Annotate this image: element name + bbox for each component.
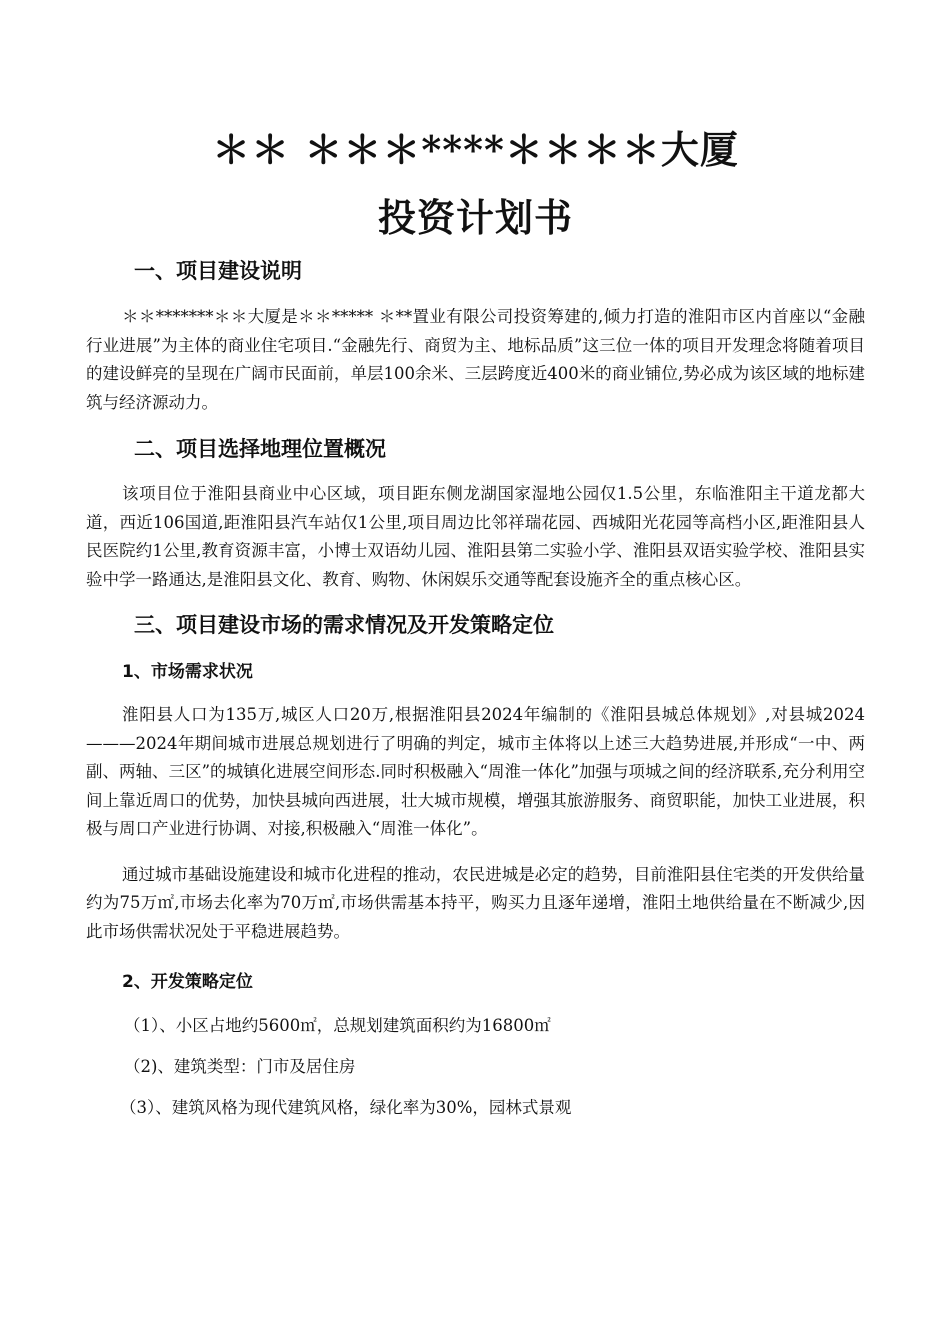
strategy-item: （2)、建筑类型：门市及居住房 — [124, 1057, 356, 1076]
section-2-heading: 二、项目选择地理位置概况 — [134, 437, 386, 461]
strategy-item: （3）、建筑风格为现代建筑风格，绿化率为30%，园林式景观 — [120, 1098, 572, 1117]
document-title: ＊＊ ＊＊＊****＊＊＊＊大厦 — [212, 127, 739, 172]
section-2-paragraph: 该项目位于淮阳县商业中心区域，项目距东侧龙湖国家湿地公园仅1.5公里，东临淮阳主干道龙都大道，西近106国道,距淮阳县汽车站仅1公里,项目周边比邻祥瑞花园、西城阳光花园等高档小区,距淮阳县人民医院约1公里,教育资源丰富，小博士双语幼儿园、淮阳县第二实验小学、淮阳县双语实验学校、淮阳县实验中学一路通达,是淮阳县文化、教育、购物、休闲娱乐交通等配套设施齐全的重点核心区。 — [86, 484, 865, 589]
strategy-item: （1）、小区占地约5600㎡，总规划建筑面积约为16800㎡ — [124, 1016, 551, 1035]
market-demand-paragraph-2: 通过城市基础设施建设和城市化进程的推动，农民进城是必定的趋势，目前淮阳县住宅类的开发供给量约为75万㎡,市场去化率为70万㎡,市场供需基本持平，购买力且逐年递增，淮阳土地供给量在不断减少,因此市场供需状况处于平稳进展趋势。 — [86, 864, 865, 941]
market-demand-paragraph-1: 淮阳县人口为135万,城区人口20万,根据淮阳县2024年编制的《淮阳县城总体规划》,对县城2024———2024年期间城市进展总规划进行了明确的判定，城市主体将以上述三大趋势进展,并形成“一中、两副、两轴、三区”的城镇化进展空间形态.同时积极融入“周淮一体化”加强与项城之间的经济联系,充分利用空间上靠近周口的优势，加快县城向西进展，壮大城市规模，增强其旅游服务、商贸职能，加快工业进展，积极与周口产业进行协调、对接,积极融入“周淮一体化”。 — [86, 705, 865, 838]
section-3-heading: 三、项目建设市场的需求情况及开发策略定位 — [134, 613, 554, 637]
section-1-paragraph: ＊＊*******＊＊大厦是＊＊***** ＊**置业有限公司投资筹建的,倾力打造的淮阳市区内首座以“金融行业进展”为主体的商业住宅项目.“金融先行、商贸为主、地标品质”这三位一体的项目开发理念将随着项目的建设鲜亮的呈现在广阔市民面前，单层100余米、三层跨度近400米的商业铺位,势必成为该区域的地标建筑与经济源动力。 — [86, 307, 865, 412]
subsection-market-demand-heading: 1、市场需求状况 — [122, 662, 253, 682]
document-subtitle: 投资计划书 — [377, 195, 573, 240]
subsection-strategy-heading: 2、开发策略定位 — [122, 972, 253, 992]
section-1-heading: 一、项目建设说明 — [134, 259, 302, 283]
